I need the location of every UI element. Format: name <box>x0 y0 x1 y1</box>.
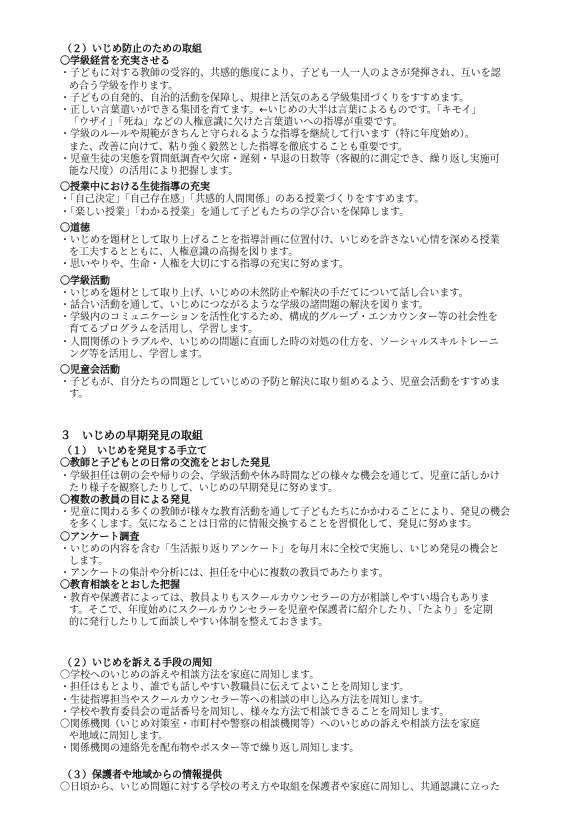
bullet-item: ・子どもの自発的、自治的活動を保障し、規律と活気のある学級集団づくりをすすめます。 <box>60 92 470 104</box>
bullet-continuation: また、改善に向けて、粘り強く毅然とした指導を徹底することも重要です。 <box>69 141 408 153</box>
bullet-continuation: め合う学級を作ります。 <box>69 80 179 92</box>
subsection-heading: （１） いじめを発見する手立て <box>62 446 207 458</box>
bullet-item: ・学校や教育委員会の電話番号を周知し、様々な方法で相談できることを周知します。 <box>60 706 450 718</box>
section-reporting-means <box>60 658 540 756</box>
bullet-item: ・関係機関の連絡先を配布物やポスター等で繰り返し周知します。 <box>60 743 360 755</box>
bullet-continuation: 的に発行したりして面談しやすい体制を整えておきます。 <box>69 617 329 629</box>
bullet-item: ・いじめを題材として取り上げることを指導計画に位置付け、いじめを許さない心情を深める授業 <box>60 235 500 247</box>
bullet-item: ・児童生徒の実態を質問紙調査や欠席・遅刻・早退の日数等（客観的に測定でき、繰り返し実施可 <box>60 153 500 165</box>
bullet-continuation: を工夫するとともに、人権意識の高揚を図ります。 <box>69 247 299 259</box>
bullet-item: ・いじめの内容を含む「生活振り返りアンケート」を毎月末に全校で実施し、いじめ発見の機会と <box>60 543 500 555</box>
subsection-title: 〇授業中における生徒指導の充実 <box>60 182 210 194</box>
section-heading: （２）いじめ防止のための取組 <box>62 44 202 55</box>
subsection-title: 〇教師と子どもとの日常の交流をとおした発見 <box>60 458 270 470</box>
list-item: 〇関係機関（いじめ対策室・市町村や警察の相談機関等）へのいじめの訴えや相談方法を家庭 <box>60 719 480 731</box>
bullet-item: ・児童に関わる多くの教師が様々な教育活動を通して子どもたちにかかわることにより、発見の機会 <box>60 507 510 519</box>
subsection-title: 〇複数の教員の目による発見 <box>60 495 190 507</box>
bullet-item: ・教育や保護者によっては、教員よりもスクールカウンセラーの方が相談しやすい場合もありま <box>60 592 490 604</box>
bullet-continuation: す。 <box>69 389 89 401</box>
bullet-item: ・「自己決定」「自己存在感」「共感的人間関係」のある授業づくりをすすめます。 <box>60 194 425 206</box>
bullet-item: ・いじめを題材として取り上げ、いじめの未然防止や解決の手だてについて話し合います。 <box>60 287 469 299</box>
bullet-continuation: たり様子を観察したりして、いじめの早期発見に努めます。 <box>69 482 338 494</box>
bullet-continuation: 「ウザイ」「死ね」などの人権意識に欠けた言葉遣いへの指導が重要です。 <box>69 117 403 129</box>
bullet-continuation: ング等を活用し、学習します。 <box>69 348 208 360</box>
bullet-item: ・学級のルールや規範がきちんと守られるような指導を継続して行います（特に年度始め）。 <box>60 129 475 141</box>
bullet-item: ・アンケートの集計や分析には、担任を中心に複数の教員であたります。 <box>60 568 389 580</box>
section-info-provision <box>60 770 540 794</box>
bullet-item: ・人間関係のトラブルや、いじめの問題に直面した時の対処の仕方を、ソーシャルスキルトレーニ <box>60 336 499 348</box>
bullet-item: ・思いやりや、生命・人権を大切にする指導の充実に努めます。 <box>60 259 349 271</box>
bullet-item: ・担任はもとより、誰でも話しやすい教職員に伝えてよいことを周知します。 <box>60 682 410 694</box>
list-item: 〇学校へのいじめの訴えや相談方法を家庭に周知します。 <box>60 670 320 682</box>
section-prevention <box>60 44 540 402</box>
subsection-title: 〇児童会活動 <box>60 365 120 377</box>
subsection-title: 〇学級活動 <box>60 275 110 287</box>
list-item: 〇日頃から、いじめ問題に対する学校の考え方や取組を保護者や家庭に周知し、共通認識に立った <box>60 782 500 794</box>
bullet-continuation: す。そこで、年度始めにスクールカウンセラーを児童や保護者に紹介したり、「たより」を定期 <box>69 604 493 616</box>
subsection-heading: （２）いじめを訴える手段の周知 <box>62 658 212 669</box>
bullet-item: ・「楽しい授業」「わかる授業」を通して子どもたちの学び合いを保障します。 <box>60 206 410 218</box>
bullet-continuation: を多くします。気になることは日常的に情報交換することを習慣化して、発見に努めます。 <box>69 519 478 531</box>
bullet-continuation: 育てるプログラムを活用し、学習します。 <box>69 324 259 336</box>
subsection-title: 〇学級経営を充実させる <box>60 56 170 68</box>
bullet-item: ・学級内のコミュニケーションを活性化するため、構成的グループ・エンカウンター等の社会性を <box>60 312 498 324</box>
bullet-item: ・子どもが、自分たちの問題としていじめの予防と解決に取り組めるよう、児童会活動をすすめま <box>60 377 501 389</box>
subsection-title: 〇教育相談をとおした把握 <box>60 580 180 592</box>
subsection-heading: （３）保護者や地域からの情報提供 <box>62 770 222 781</box>
subsection-title: 〇アンケート調査 <box>60 531 140 543</box>
subsection-title: 〇道徳 <box>60 222 90 234</box>
bullet-item: ・正しい言葉遣いができる集団を育てます。←いじめの大半は言葉によるものです。「キモイ」 <box>60 105 482 117</box>
section-early-detection <box>60 430 540 629</box>
bullet-continuation: します。 <box>69 556 109 568</box>
bullet-continuation: や地域に周知します。 <box>69 731 169 743</box>
bullet-continuation: 能な尺度）の活用により把握します。 <box>69 166 239 178</box>
section-heading: ３ いじめの早期発見の取組 <box>60 429 203 442</box>
bullet-item: ・子どもに対する教師の受容的、共感的態度により、子ども一人一人のよさが発揮され、互いを認 <box>60 68 501 80</box>
bullet-item: ・話合い活動を通して、いじめにつながるような学級の諸問題の解決を図ります。 <box>60 300 429 312</box>
bullet-item: ・生徒指導担当やスクールカウンセラー等への相談の申し込み方法を周知します。 <box>60 694 429 706</box>
bullet-item: ・学級担任は朝の会や帰りの会、学級活動や休み時間などの様々な機会を通じて、児童に話しかけ <box>60 470 500 482</box>
